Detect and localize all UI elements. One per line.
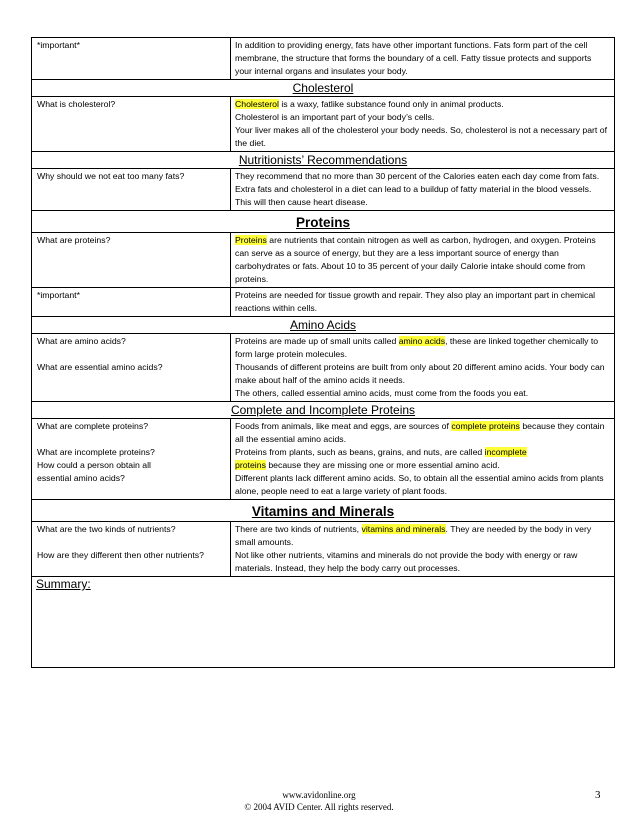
question-cell: What is cholesterol? bbox=[32, 97, 231, 152]
section-header-vitamins: Vitamins and Minerals bbox=[251, 504, 395, 519]
answer-text: Thousands of different proteins are built from only about 20 different amino acids. Your body can make about half of the amino acids it needs. bbox=[235, 362, 605, 385]
question-text: What are the two kinds of nutrients? bbox=[37, 524, 176, 534]
summary-row bbox=[32, 577, 615, 668]
answer-text: Proteins are made up of small units called bbox=[235, 336, 399, 346]
answer-text: Cholesterol is an important part of your body’s cells. bbox=[235, 112, 435, 122]
question-cell bbox=[32, 334, 231, 402]
answer-text: Not like other nutrients, vitamins and minerals do not provide the body with energy or raw materials. Instead, they help the body carry out processes. bbox=[235, 550, 578, 573]
table-row bbox=[32, 419, 615, 500]
notes-sheet bbox=[31, 37, 610, 668]
highlighted-term: Cholesterol bbox=[235, 99, 279, 109]
answer-cell: Proteins are needed for tissue growth and repair. They also play an important part in chemical reactions within cells. bbox=[231, 288, 615, 317]
highlighted-term: Proteins bbox=[235, 235, 267, 245]
section-header-row bbox=[32, 402, 615, 419]
question-text: What are incomplete proteins? bbox=[37, 447, 155, 457]
table-row bbox=[32, 522, 615, 577]
answer-text: Your liver makes all of the cholesterol your body needs. So, cholesterol is not a necessary part of the diet. bbox=[235, 125, 607, 148]
section-header-row bbox=[32, 317, 615, 334]
answer-text: There are two kinds of nutrients, bbox=[235, 524, 362, 534]
footer-copyright: © 2004 AVID Center. All rights reserved. bbox=[244, 802, 394, 812]
table-row bbox=[32, 334, 615, 402]
answer-text: because they contain all the essential amino acids. bbox=[235, 421, 605, 444]
summary-label: Summary: bbox=[36, 577, 91, 591]
question-cell: *important* bbox=[32, 38, 231, 80]
answer-cell bbox=[231, 522, 615, 577]
section-header-nutritionists: Nutritionists’ Recommendations bbox=[238, 153, 408, 167]
answer-text: Foods from animals, like meat and eggs, are sources of bbox=[235, 421, 452, 431]
section-header-row bbox=[32, 80, 615, 97]
section-header-row bbox=[32, 152, 615, 169]
table-row bbox=[32, 288, 615, 317]
question-text: How could a person obtain all essential amino acids? bbox=[37, 460, 151, 483]
highlighted-term: incomplete bbox=[484, 447, 527, 457]
section-header-cholesterol: Cholesterol bbox=[292, 81, 354, 95]
answer-cell bbox=[231, 97, 615, 152]
answer-text: , these are linked together chemically to form large protein molecules. bbox=[235, 336, 599, 359]
summary-cell[interactable] bbox=[32, 577, 615, 668]
answer-text: . They are needed by the body in very small amounts. bbox=[235, 524, 592, 547]
answer-text: The others, called essential amino acids, must come from the foods you eat. bbox=[235, 388, 529, 398]
section-header-row bbox=[32, 500, 615, 522]
section-header-row bbox=[32, 211, 615, 233]
question-cell: Why should we not eat too many fats? bbox=[32, 169, 231, 211]
section-header-proteins: Proteins bbox=[295, 215, 350, 230]
highlighted-term: amino acids bbox=[398, 336, 446, 346]
page-footer bbox=[0, 789, 638, 813]
table-row bbox=[32, 233, 615, 288]
answer-text: are nutrients that contain nitrogen as well as carbon, hydrogen, and oxygen. Proteins can serve as a source of energy, but they are a less important source of energy than carbohydrates or fats. About 10 to 35 percent of your daily Calorie intake should come from proteins. bbox=[235, 235, 596, 284]
question-text: How are they different then other nutrients? bbox=[37, 550, 204, 560]
highlighted-term: complete proteins bbox=[451, 421, 520, 431]
answer-cell: They recommend that no more than 30 percent of the Calories eaten each day come from fats. Extra fats and cholesterol in a diet can lead to a buildup of fatty material in the blood vessels. This will then cause heart disease. bbox=[231, 169, 615, 211]
question-text: What are amino acids? bbox=[37, 336, 126, 346]
section-header-amino-acids: Amino Acids bbox=[289, 318, 357, 332]
highlighted-term: vitamins and minerals bbox=[361, 524, 446, 534]
question-cell: *important* bbox=[32, 288, 231, 317]
question-cell bbox=[32, 419, 231, 500]
answer-text: Different plants lack different amino acids. So, to obtain all the essential amino acids from plants alone, people need to eat a large variety of plant foods. bbox=[235, 473, 604, 496]
question-text: What are essential amino acids? bbox=[37, 362, 163, 372]
question-text: What are complete proteins? bbox=[37, 421, 149, 431]
cornell-notes-table bbox=[31, 37, 615, 668]
answer-cell bbox=[231, 419, 615, 500]
highlighted-term: proteins bbox=[235, 460, 266, 470]
question-cell: What are proteins? bbox=[32, 233, 231, 288]
footer-url[interactable]: www.avidonline.org bbox=[282, 790, 356, 800]
answer-text: because they are missing one or more essential amino acid. bbox=[265, 460, 500, 470]
answer-cell bbox=[231, 334, 615, 402]
table-row bbox=[32, 38, 615, 80]
question-cell bbox=[32, 522, 231, 577]
answer-text: is a waxy, fatlike substance found only in animal products. bbox=[278, 99, 504, 109]
page-number: 3 bbox=[595, 789, 601, 801]
table-row bbox=[32, 97, 615, 152]
table-row bbox=[32, 169, 615, 211]
section-header-complete-proteins: Complete and Incomplete Proteins bbox=[230, 403, 416, 417]
answer-text: Proteins from plants, such as beans, grains, and nuts, are called bbox=[235, 447, 485, 457]
answer-cell bbox=[231, 233, 615, 288]
answer-cell: In addition to providing energy, fats have other important functions. Fats form part of the cell membrane, the structure that forms the boundary of a cell. Fatty tissue protects and supports your internal organs and insulates your body. bbox=[231, 38, 615, 80]
